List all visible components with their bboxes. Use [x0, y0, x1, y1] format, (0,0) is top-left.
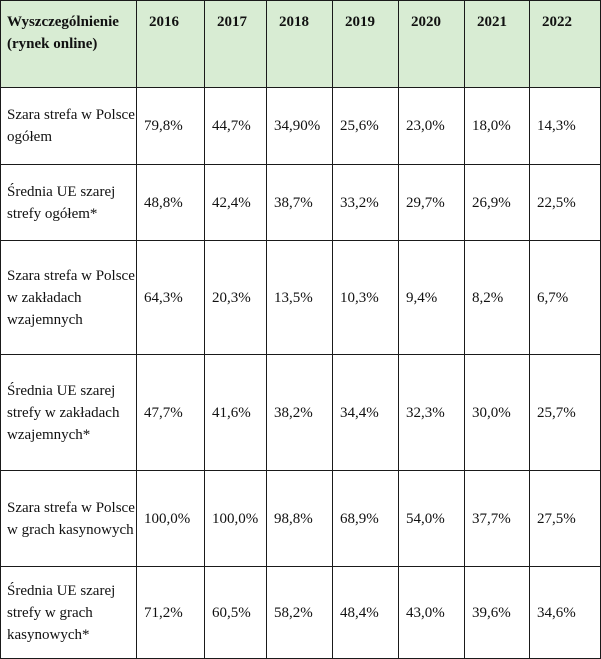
table-cell: 10,3%: [333, 241, 399, 355]
table-cell: 18,0%: [465, 88, 530, 165]
table-cell: 100,0%: [205, 471, 267, 567]
header-year: 2017: [205, 1, 267, 88]
table-cell: 39,6%: [465, 567, 530, 659]
table-cell: 54,0%: [399, 471, 465, 567]
table-row: [1, 567, 601, 659]
header-year: 2022: [530, 1, 601, 88]
table-cell: 30,0%: [465, 355, 530, 471]
table-cell: 41,6%: [205, 355, 267, 471]
row-label: Szara strefa w Polsce w grach kasynowych: [1, 471, 137, 567]
row-label: Średnia UE szarej strefy ogółem*: [1, 165, 137, 241]
table-cell: 32,3%: [399, 355, 465, 471]
table-cell: 98,8%: [267, 471, 333, 567]
table-cell: 22,5%: [530, 165, 601, 241]
row-label: Średnia UE szarej strefy w grach kasynowych*: [1, 567, 137, 659]
header-label: Wyszczególnienie (rynek online): [1, 1, 137, 88]
table-cell: 20,3%: [205, 241, 267, 355]
table-cell: 38,7%: [267, 165, 333, 241]
table-cell: 71,2%: [137, 567, 205, 659]
table-cell: 27,5%: [530, 471, 601, 567]
table-cell: 34,4%: [333, 355, 399, 471]
table-row: [1, 471, 601, 567]
table-cell: 58,2%: [267, 567, 333, 659]
table-cell: 37,7%: [465, 471, 530, 567]
table-cell: 100,0%: [137, 471, 205, 567]
table-cell: 13,5%: [267, 241, 333, 355]
table-cell: 42,4%: [205, 165, 267, 241]
header-year: 2016: [137, 1, 205, 88]
table-cell: 33,2%: [333, 165, 399, 241]
table-cell: 44,7%: [205, 88, 267, 165]
table-cell: 9,4%: [399, 241, 465, 355]
header-row: [1, 1, 601, 88]
table-cell: 34,6%: [530, 567, 601, 659]
table-cell: 25,7%: [530, 355, 601, 471]
table-cell: 48,8%: [137, 165, 205, 241]
table-row: [1, 88, 601, 165]
row-label: Średnia UE szarej strefy w zakładach wzajemnych*: [1, 355, 137, 471]
header-year: 2021: [465, 1, 530, 88]
table-row: [1, 355, 601, 471]
table-cell: 47,7%: [137, 355, 205, 471]
header-year: 2019: [333, 1, 399, 88]
row-label: Szara strefa w Polsce w zakładach wzajemnych: [1, 241, 137, 355]
table-cell: 79,8%: [137, 88, 205, 165]
table-row: [1, 165, 601, 241]
table-cell: 68,9%: [333, 471, 399, 567]
row-label: Szara strefa w Polsce ogółem: [1, 88, 137, 165]
table-cell: 60,5%: [205, 567, 267, 659]
table-cell: 26,9%: [465, 165, 530, 241]
table-cell: 48,4%: [333, 567, 399, 659]
table-cell: 34,90%: [267, 88, 333, 165]
table-cell: 38,2%: [267, 355, 333, 471]
table-cell: 6,7%: [530, 241, 601, 355]
header-year: 2020: [399, 1, 465, 88]
table-cell: 8,2%: [465, 241, 530, 355]
table-cell: 64,3%: [137, 241, 205, 355]
table-cell: 29,7%: [399, 165, 465, 241]
table-row: [1, 241, 601, 355]
table-cell: 23,0%: [399, 88, 465, 165]
table-cell: 14,3%: [530, 88, 601, 165]
header-year: 2018: [267, 1, 333, 88]
table-cell: 25,6%: [333, 88, 399, 165]
table-cell: 43,0%: [399, 567, 465, 659]
